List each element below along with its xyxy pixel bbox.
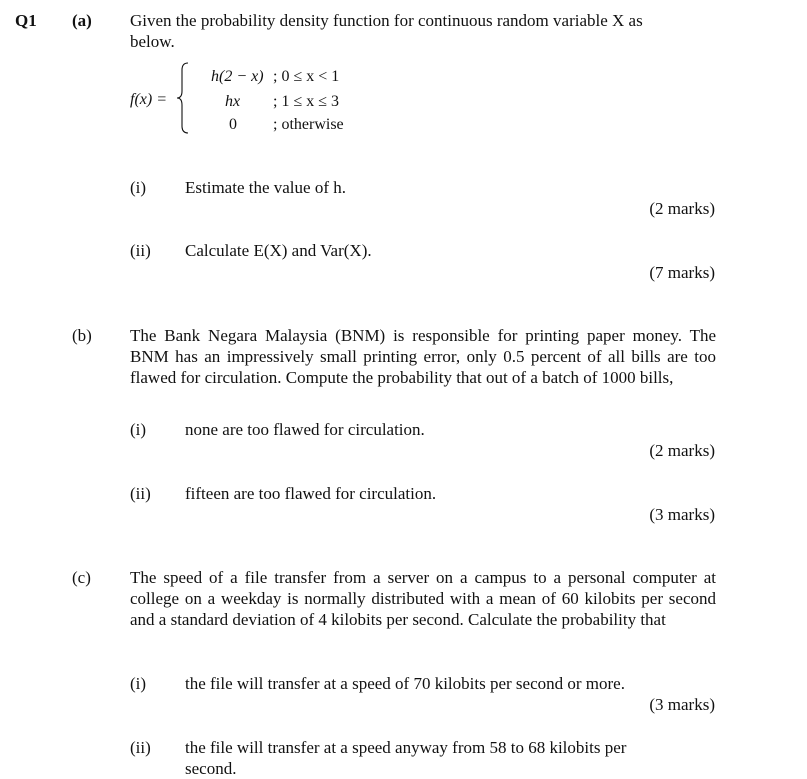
part-b-ii-number: (ii) [130,484,151,503]
pdf-case-2-expr: hx [225,93,241,110]
part-c-ii-text-line2: second. [185,759,237,778]
part-a-label: (a) [72,11,92,30]
pdf-case-1-expr: h(2 − x) [211,68,264,85]
part-a-ii-number: (ii) [130,241,151,260]
part-a-intro-line2: below. [130,32,175,51]
part-c-label: (c) [72,568,91,587]
part-c-ii-text-line1: the file will transfer at a speed anyway from 58 to 68 kilobits per [185,738,627,757]
part-a-i-number: (i) [130,178,147,197]
part-b-label: (b) [72,326,92,345]
part-b-i-text: none are too flawed for circulation. [185,420,425,439]
left-brace-icon [176,62,190,134]
pdf-case-1-cond: ; 0 ≤ x < 1 [273,68,340,85]
part-a-intro-line1: Given the probability density function for continuous random variable X as [130,11,643,30]
part-b-ii-text: fifteen are too flawed for circulation. [185,484,437,503]
part-b-i-number: (i) [130,420,147,439]
part-a-ii-marks: (7 marks) [649,263,715,282]
part-a-i-text: Estimate the value of h. [185,178,346,197]
part-b-text: The Bank Negara Malaysia (BNM) is responsible for printing paper money. The BNM has an impressively small printing error, only 0.5 percent of all bills are too flawed for circulation. Compute the probability that out of a batch of 1000 bills, [130,326,716,387]
part-b-ii-marks: (3 marks) [649,505,715,524]
part-c-text: The speed of a file transfer from a server on a campus to a personal computer at college on a weekday is normally distributed with a mean of 60 kilobits per second and a standard deviation of 4 kilobits per second. Calculate the probability that [130,568,716,629]
pdf-lhs: f(x) = [130,91,167,108]
pdf-case-3-expr: 0 [229,116,237,133]
pdf-case-3-cond: ; otherwise [273,116,344,133]
part-a-i-marks: (2 marks) [649,199,715,218]
question-number: Q1 [15,11,37,30]
part-b-i-marks: (2 marks) [649,441,715,460]
part-c-i-text: the file will transfer at a speed of 70 kilobits per second or more. [185,674,625,693]
part-a-ii-text: Calculate E(X) and Var(X). [185,241,372,260]
part-c-i-marks: (3 marks) [649,695,715,714]
part-c-i-number: (i) [130,674,147,693]
pdf-case-2-cond: ; 1 ≤ x ≤ 3 [273,93,340,110]
part-c-ii-number: (ii) [130,738,151,757]
